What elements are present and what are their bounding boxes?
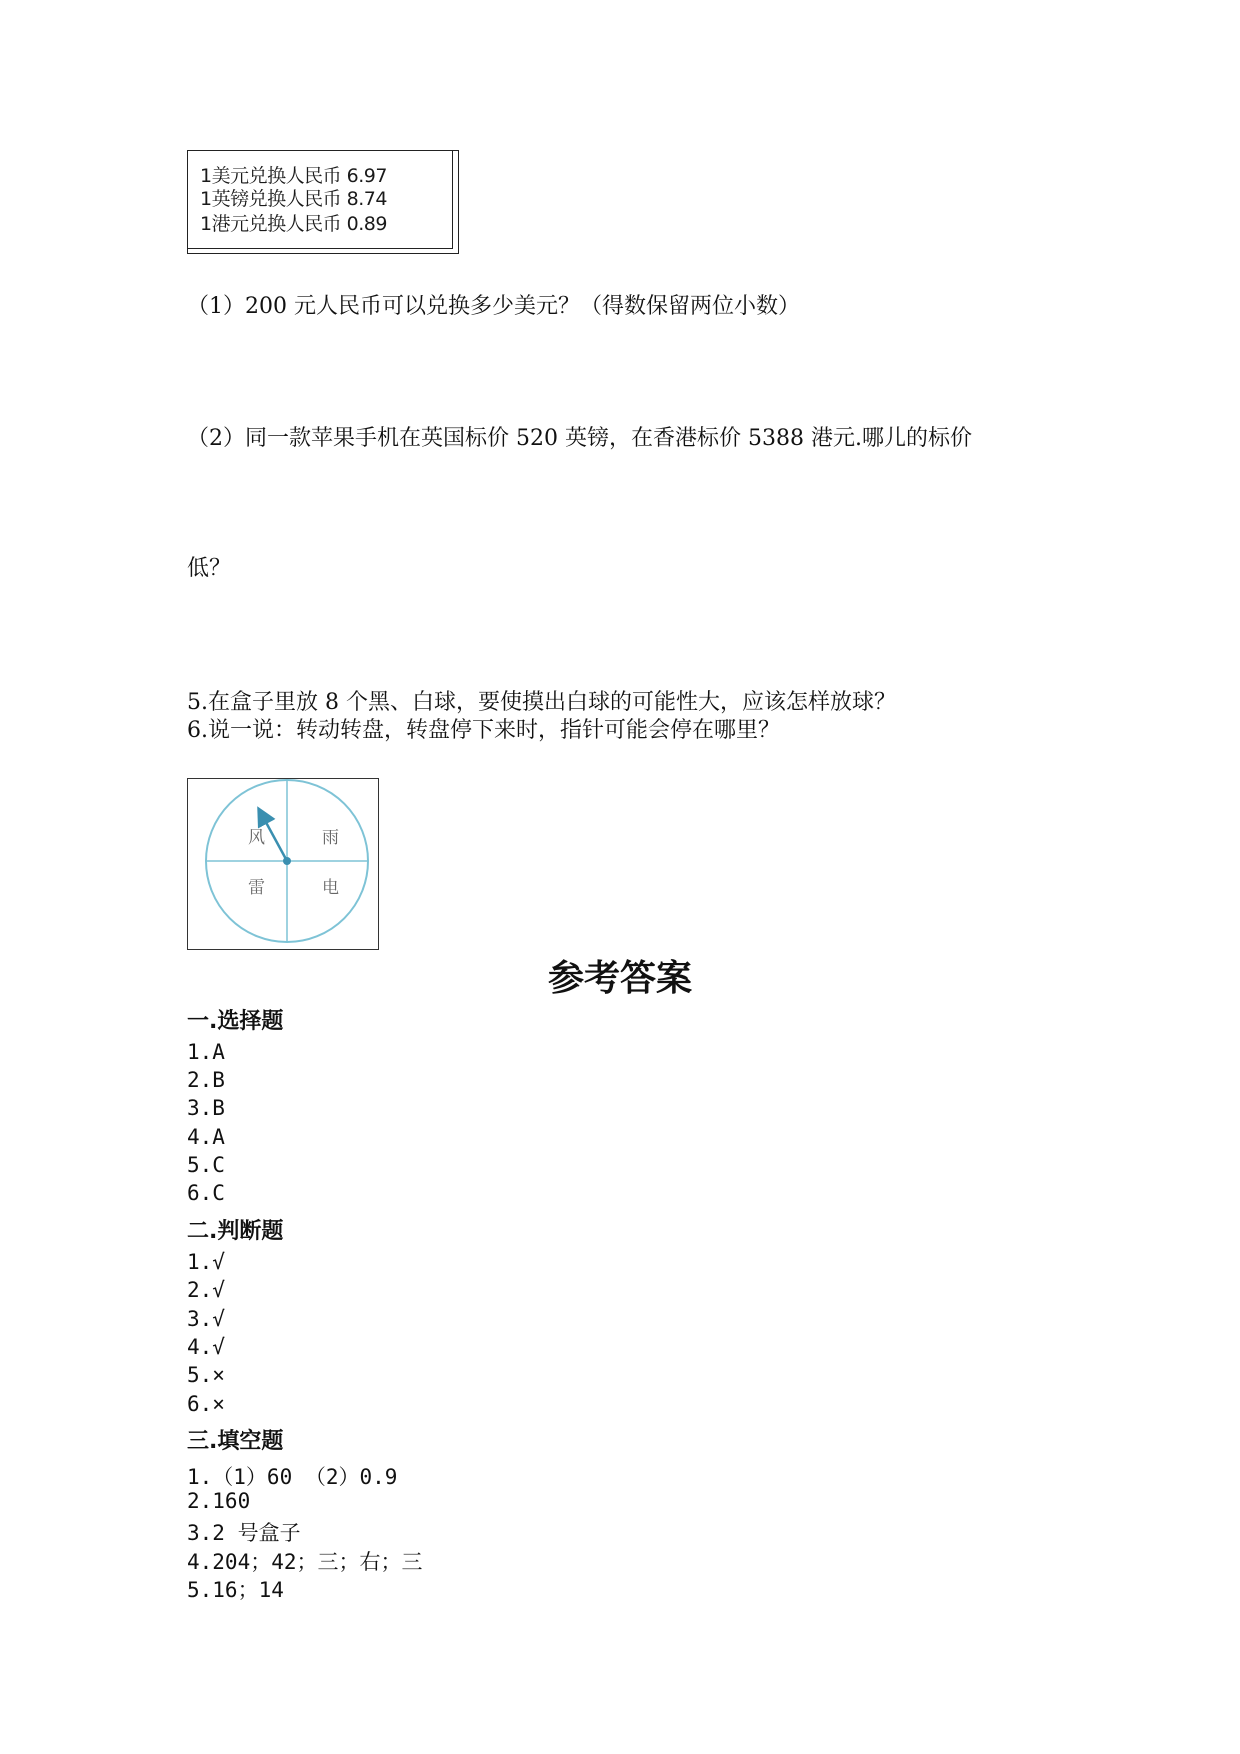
answer-item: 4.A [187,1125,225,1149]
answer-item: 6.× [187,1392,225,1416]
question-4-1: （1）200 元人民币可以兑换多少美元？（得数保留两位小数） [187,294,800,319]
spinner-label-lightning: 电 [322,878,339,898]
spinner-pivot [283,857,291,865]
rate-usd: 1美元兑换人民币 6.97 [200,165,387,187]
answer-item: 4.√ [187,1335,225,1359]
answer-item: 4.204；42；三；右；三 [187,1550,423,1574]
spinner-label-rain: 雨 [322,828,339,848]
answer-item: 5.× [187,1363,225,1387]
question-4-2-line1: （2）同一款苹果手机在英国标价 520 英镑，在香港标价 5388 港元.哪儿的标价 [187,426,972,451]
answer-key-title: 参考答案 [547,958,692,999]
spinner-label-thunder: 雷 [248,878,265,898]
rate-hkd: 1港元兑换人民币 0.89 [200,213,387,235]
answer-item: 5.C [187,1153,225,1177]
spinner-figure [187,778,379,950]
question-4-2-line2: 低？ [187,556,232,581]
question-6: 6.说一说：转动转盘，转盘停下来时，指针可能会停在哪里？ [187,718,780,743]
spinner-pointer [262,815,287,861]
exchange-rate-box-inner [188,151,453,249]
answer-item: 1.A [187,1040,225,1064]
spinner-graphic [188,779,378,949]
answer-item: 2.160 [187,1489,251,1513]
answer-item: 6.C [187,1181,225,1205]
section-heading-fill-in: 三.填空题 [187,1429,284,1454]
exchange-rate-box [187,150,459,254]
spinner-label-wind: 风 [248,828,265,848]
section-heading-multiple-choice: 一.选择题 [187,1009,284,1034]
answer-item: 2.√ [187,1278,225,1302]
rate-gbp: 1英镑兑换人民币 8.74 [200,188,387,210]
answer-item: 1.√ [187,1250,225,1274]
answer-item: 1.（1）60 （2）0.9 [187,1465,398,1489]
answer-item: 5.16；14 [187,1578,284,1602]
answer-item: 3.2 号盒子 [187,1521,301,1545]
answer-item: 3.B [187,1096,225,1120]
section-heading-true-false: 二.判断题 [187,1219,284,1244]
answer-item: 3.√ [187,1307,225,1331]
question-5: 5.在盒子里放 8 个黑、白球，要使摸出白球的可能性大，应该怎样放球？ [187,690,896,715]
answer-item: 2.B [187,1068,225,1092]
